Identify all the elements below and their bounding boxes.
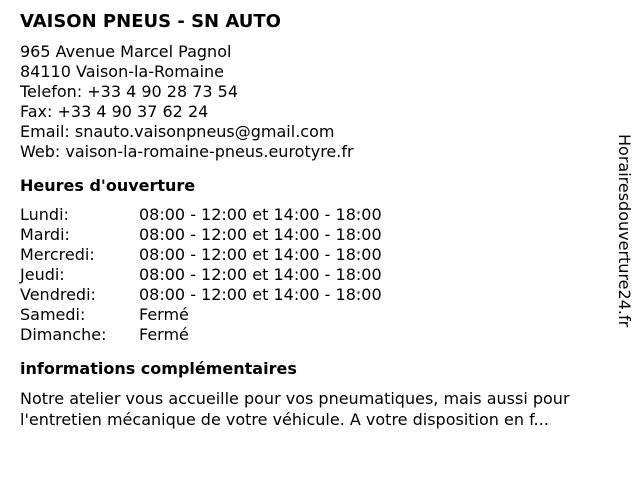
web-line: Web: vaison-la-romaine-pneus.eurotyre.fr	[20, 142, 354, 161]
hours-day: Mardi:	[20, 225, 70, 244]
hours-value: 08:00 - 12:00 et 14:00 - 18:00	[139, 245, 382, 264]
hours-value: 08:00 - 12:00 et 14:00 - 18:00	[139, 205, 382, 224]
additional-info-line-2: l'entretien mécanique de votre véhicule. A votre disposition en f...	[20, 410, 549, 429]
hours-value: 08:00 - 12:00 et 14:00 - 18:00	[139, 225, 382, 244]
hours-value: Fermé	[139, 325, 189, 344]
additional-info-text	[20, 388, 620, 430]
hours-row-sunday	[20, 325, 610, 345]
hours-row-thursday	[20, 265, 610, 285]
hours-value: 08:00 - 12:00 et 14:00 - 18:00	[139, 285, 382, 304]
address-line-1: 965 Avenue Marcel Pagnol	[20, 42, 232, 61]
hours-row-friday	[20, 285, 610, 305]
hours-day: Dimanche:	[20, 325, 107, 344]
hours-day: Samedi:	[20, 305, 86, 324]
additional-info-heading: informations complémentaires	[20, 359, 297, 378]
hours-day: Vendredi:	[20, 285, 96, 304]
fax-line: Fax: +33 4 90 37 62 24	[20, 102, 209, 121]
business-card	[20, 10, 610, 430]
hours-value: Fermé	[139, 305, 189, 324]
hours-row-monday	[20, 205, 610, 225]
email-line: Email: snauto.vaisonpneus@gmail.com	[20, 122, 335, 141]
business-name: VAISON PNEUS - SN AUTO	[20, 11, 281, 32]
address-line-2: 84110 Vaison-la-Romaine	[20, 62, 225, 81]
hours-value: 08:00 - 12:00 et 14:00 - 18:00	[139, 265, 382, 284]
hours-row-saturday	[20, 305, 610, 325]
hours-day: Lundi:	[20, 205, 69, 224]
site-watermark: Horairesdouverture24.fr	[615, 134, 634, 328]
hours-row-tuesday	[20, 225, 610, 245]
opening-hours-heading: Heures d'ouverture	[20, 176, 196, 195]
hours-day: Mercredi:	[20, 245, 95, 264]
opening-hours-table	[20, 205, 610, 345]
hours-row-wednesday	[20, 245, 610, 265]
phone-line: Telefon: +33 4 90 28 73 54	[20, 82, 239, 101]
hours-day: Jeudi:	[20, 265, 65, 284]
additional-info-line-1: Notre atelier vous accueille pour vos pneumatiques, mais aussi pour	[20, 389, 570, 408]
